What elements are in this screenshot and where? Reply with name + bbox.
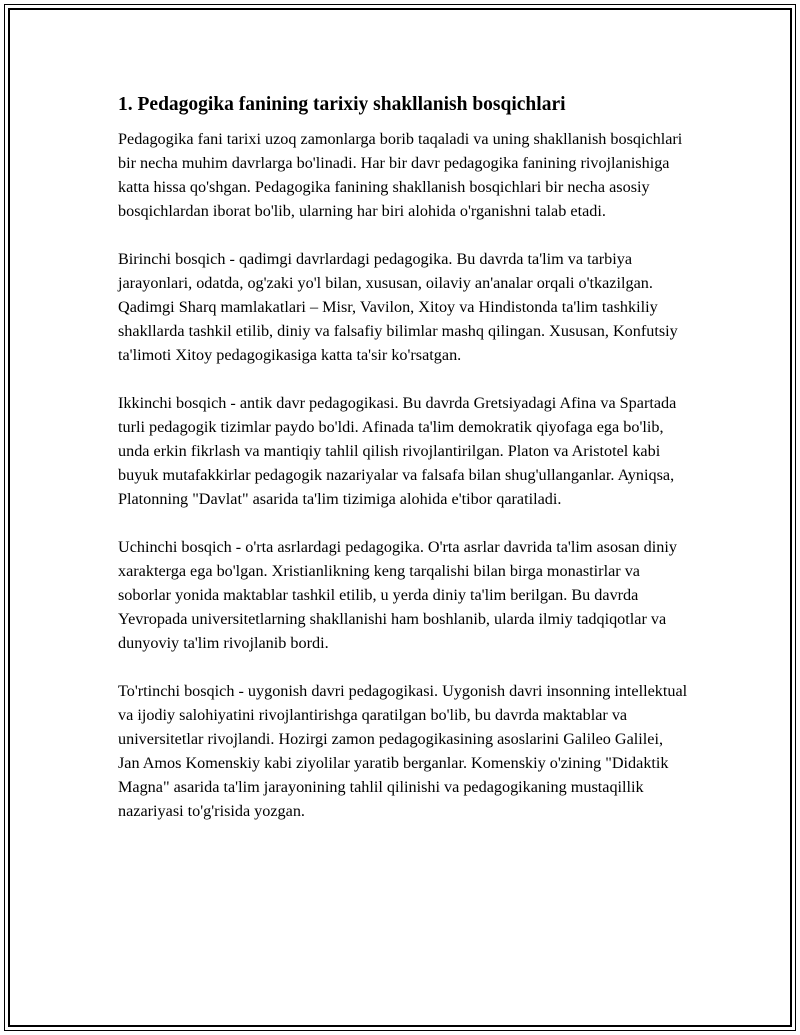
paragraph-stage-2: Ikkinchi bosqich - antik davr pedagogikasi. Bu davrda Gretsiyadagi Afina va Spartada turli pedagogik tizimlar paydo bo'ldi. Afinada ta'lim demokratik qiyofaga ega bo'lib, unda erkin fikrlash va mantiqiy tahlil qilish rivojlantirilgan. Platon va Aristotel kabi buyuk mutafakkirlar pedagogik nazariyalar va falsafa bilan shug'ullanganlar. Ayniqsa, Platonning "Davlat" asarida ta'lim tizimiga alohida e'tibor qaratiladi. — [118, 394, 677, 508]
paragraph-intro: Pedagogika fani tarixi uzoq zamonlarga borib taqaladi va uning shakllanish bosqichlari bir necha muhim davrlarga bo'linadi. Har bir davr pedagogika fanining rivojlanishiga katta hissa qo'shgan. Pedagogika fanining shakllanish bosqichlari bir necha asosiy bosqichlardan iborat bo'lib, ularning har biri alohida o'rganishni talab etadi. — [118, 130, 683, 220]
paragraph-stage-4: To'rtinchi bosqich - uygonish davri pedagogikasi. Uygonish davri insonning intellektual va ijodiy salohiyatini rivojlantirishga qaratilgan bo'lib, bu davrda maktablar va universitetlar rivojlandi. Hozirgi zamon pedagogikasining asoslarini Galileo Galilei, Jan Amos Komenskiy kabi ziyolilar yaratib berganlar. Komenskiy o'zining "Didaktik Magna" asarida ta'lim jarayonining tahlil qilinishi va pedagogikaning mustaqillik nazariyasi to'g'risida yozgan. — [118, 682, 688, 820]
paragraph-stage-1: Birinchi bosqich - qadimgi davrlardagi pedagogika. Bu davrda ta'lim va tarbiya jarayonlari, odatda, og'zaki yo'l bilan, xususan, oilaviy an'analar orqali o'tkazilgan. Qadimgi Sharq mamlakatlari – Misr, Vavilon, Xitoy va Hindistonda ta'lim tashkiliy shakllarda tashkil etilib, diniy va falsafiy bilimlar mashq qilingan. Xususan, Konfutsiy ta'limoti Xitoy pedagogikasiga katta ta'sir ko'rsatgan. — [118, 250, 678, 364]
document-body — [118, 92, 688, 847]
paragraph-stage-3: Uchinchi bosqich - o'rta asrlardagi pedagogika. O'rta asrlar davrida ta'lim asosan diniy xarakterga ega bo'lgan. Xristianlikning keng tarqalishi bilan birga monastirlar va soborlar yonida maktablar tashkil etilib, u yerda diniy ta'lim berilgan. Bu davrda Yevropada universitetlarning shakllanishi ham boshlanib, ularda ilmiy tadqiqotlar va dunyoviy ta'lim rivojlanib bordi. — [118, 538, 677, 652]
section-title: 1. Pedagogika fanining tarixiy shakllanish bosqichlari — [118, 94, 566, 115]
